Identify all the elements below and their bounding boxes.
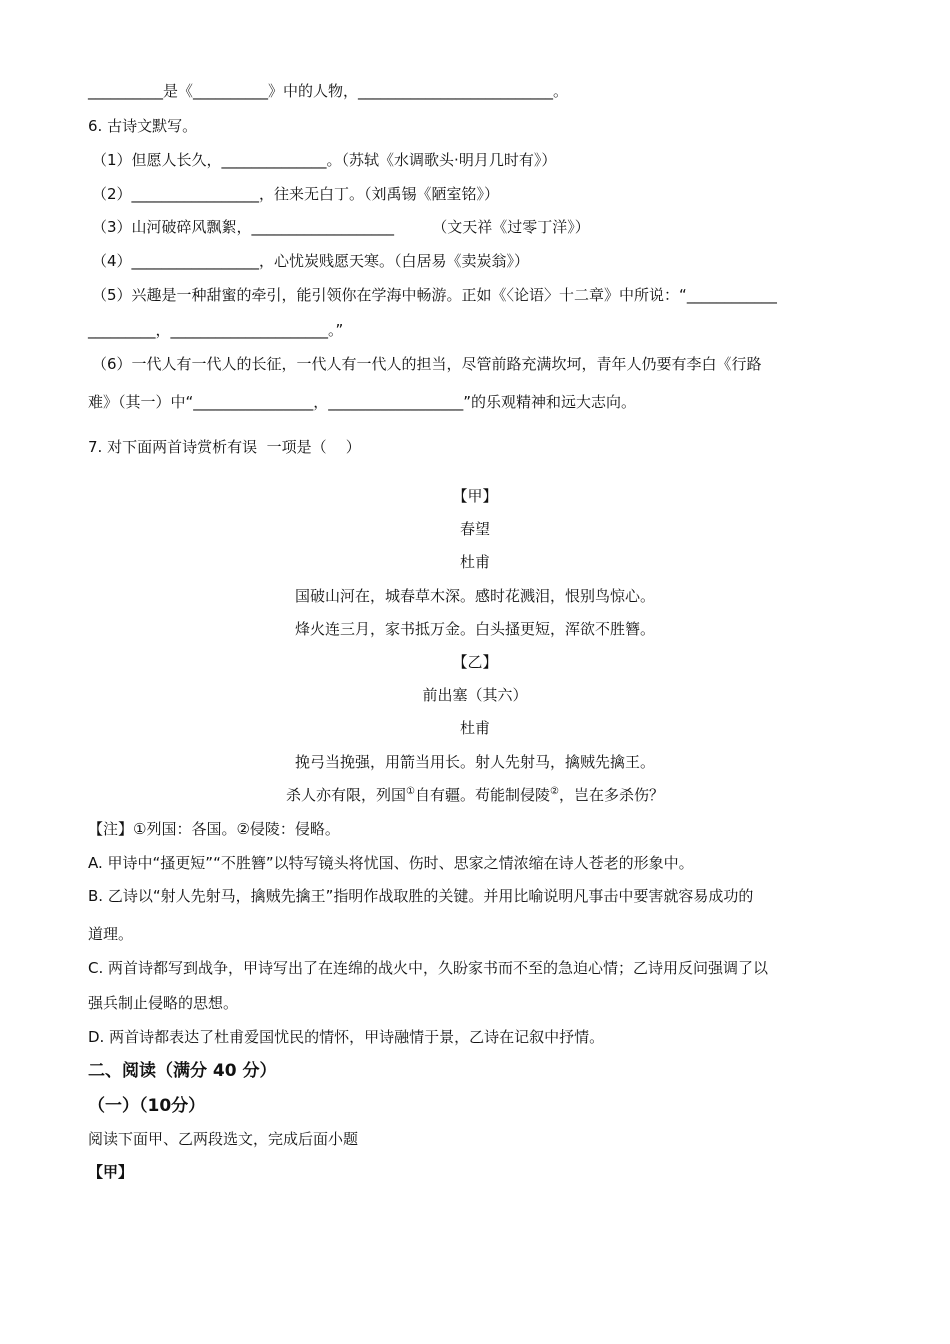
question-7-heading: 7. 对下面两首诗赏析有误 一项是（ ）: [88, 438, 361, 456]
q6-item-5-line2: _________，_____________________。”: [88, 321, 344, 339]
q6-item-4: （4）_________________，心忧炭贱愿天寒。（白居易《卖炭翁》）: [92, 252, 530, 270]
poem-2-line-2-part-a: 杀人亦有限，列国: [286, 786, 407, 804]
option-b-line1: B. 乙诗以“射人先射马，擒贼先擒王”指明作战取胜的关键。并用比喻说明凡事击中要害就容易成功的: [88, 887, 754, 905]
option-b-line2: 道理。: [88, 925, 134, 943]
poem-1-title: 春望: [459, 520, 490, 538]
q6-item-6-line2: 难》（其一）中“________________，__________________”的乐观精神和远大志向。: [88, 393, 637, 411]
q6-item-2: （2）_________________，往来无白丁。（刘禹锡《陋室铭》）: [92, 185, 500, 203]
poem-2-tag: 【乙】: [452, 653, 498, 671]
option-d: D. 两首诗都表达了杜甫爱国忧民的情怀，甲诗融情于景，乙诗在记叙中抒情。: [88, 1028, 605, 1046]
passage-jia-tag: 【甲】: [88, 1163, 134, 1181]
section-2-part-1-heading: （一）（10分）: [88, 1096, 206, 1116]
reading-instruction: 阅读下面甲、乙两段选文，完成后面小题: [88, 1130, 359, 1148]
poem-1-line-1: 国破山河在，城春草木深。感时花溅泪，恨别鸟惊心。: [294, 587, 655, 605]
poem-1-author: 杜甫: [459, 553, 490, 571]
footnote-marker-2: ②: [550, 786, 559, 797]
option-a: A. 甲诗中“搔更短”“不胜簪”以特写镜头将忧国、伤时、思家之情浓缩在诗人苍老的形象中。: [88, 854, 694, 872]
poem-1-line-2: 烽火连三月，家书抵万金。白头搔更短，浑欲不胜簪。: [294, 620, 655, 638]
option-c-line2: 强兵制止侵略的思想。: [88, 994, 239, 1012]
q6-item-6-line1: （6）一代人有一代人的长征，一代人有一代人的担当，尽管前路充满坎坷，青年人仍要有李白《行路: [92, 355, 762, 373]
section-2-heading: 二、阅读（满分 40 分）: [88, 1061, 277, 1081]
poem-1-tag: 【甲】: [452, 487, 498, 505]
q6-item-5-line1: （5）兴趣是一种甜蜜的牵引，能引领你在学海中畅游。正如《〈论语〉十二章》中所说：“____________: [92, 286, 777, 304]
footnote-marker-1: ①: [406, 786, 415, 797]
question-6-heading: 6. 古诗文默写。: [88, 117, 198, 135]
poem-2-title: 前出塞（其六）: [422, 686, 528, 704]
poem-2-line-2-part-b: 自有疆。苟能制侵陵: [414, 786, 550, 804]
poem-2-line-2: [0, 785, 950, 805]
fill-blank-line: __________是《__________》中的人物，__________________________。: [88, 82, 569, 100]
q6-item-1: （1）但愿人长久，______________。（苏轼《水调歌头·明月几时有》）: [92, 151, 557, 169]
q6-item-3: （3）山河破碎风飘絮，___________________ （文天祥《过零丁洋》）: [92, 218, 590, 236]
option-c-line1: C. 两首诗都写到战争，甲诗写出了在连绵的战火中，久盼家书而不至的急迫心情；乙诗用反问强调了以: [88, 959, 769, 977]
poem-2-author: 杜甫: [459, 719, 490, 737]
poem-2-line-1: 挽弓当挽强，用箭当用长。射人先射马，擒贼先擒王。: [294, 753, 655, 771]
poem-2-line-2-part-c: ，岂在多杀伤？: [558, 786, 664, 804]
poem-note: 【注】①列国：各国。②侵陵：侵略。: [88, 820, 340, 838]
